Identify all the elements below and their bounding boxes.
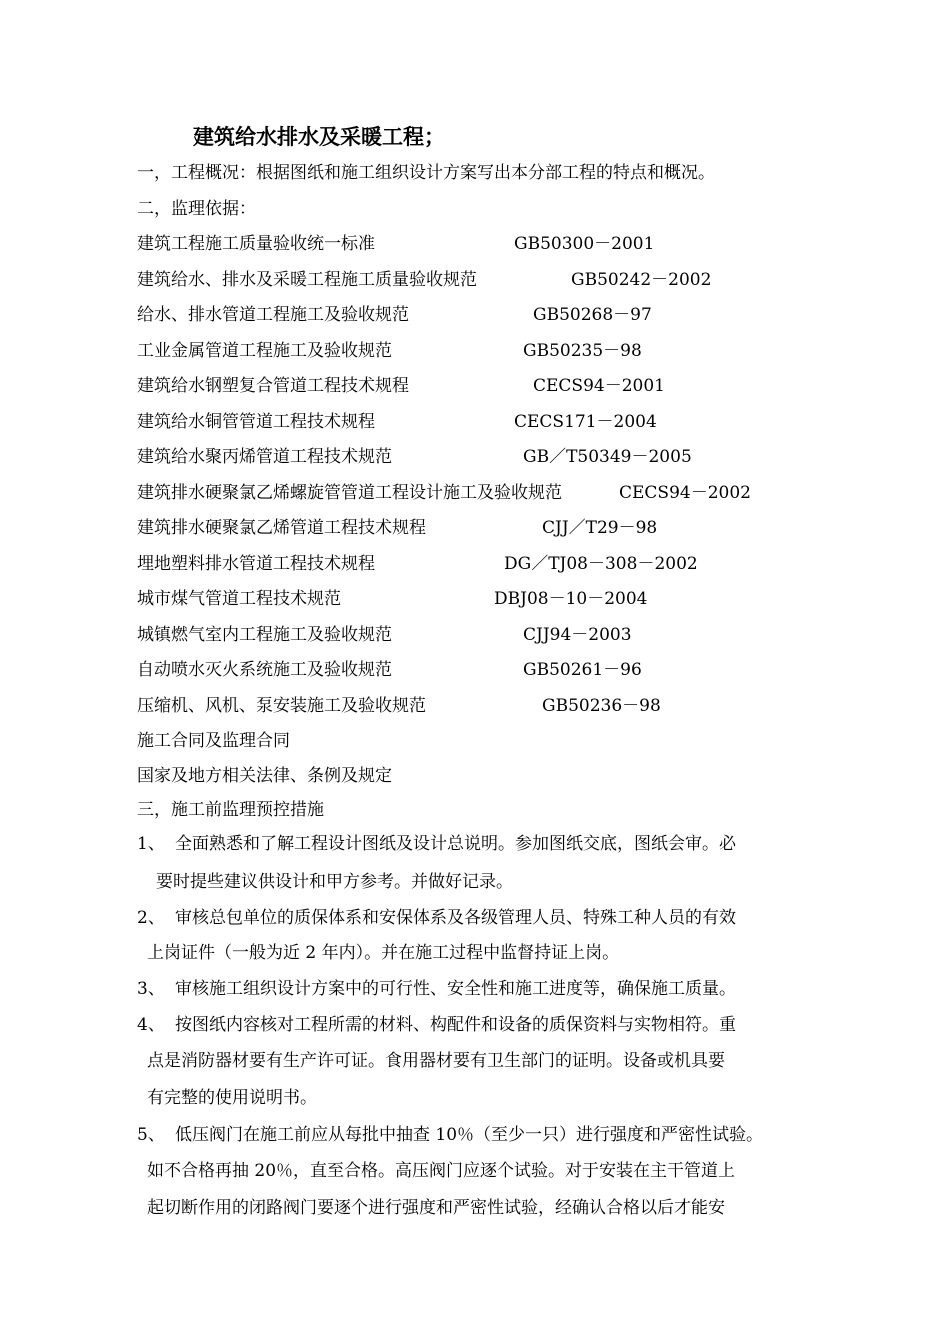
measure-item (137, 832, 736, 856)
basis-laws: 国家及地方相关法律、条例及规定 (137, 766, 392, 786)
standard-row (137, 623, 837, 647)
standard-row (137, 374, 837, 398)
standard-name: 城镇燃气室内工程施工及验收规范 (137, 625, 392, 645)
standard-name: 建筑给水铜管管道工程技术规程 (137, 412, 375, 432)
standard-code: GB50242－2002 (571, 270, 712, 290)
standard-name: 建筑给水、排水及采暖工程施工质量验收规范 (137, 270, 477, 290)
measure-continuation: 要时提些建议供设计和甲方参考。并做好记录。 (156, 872, 513, 892)
measure-text: 审核总包单位的质保体系和安保体系及各级管理人员、特殊工种人员的有效 (175, 908, 736, 928)
measure-number: 5、 (137, 1125, 165, 1145)
measure-item (137, 1013, 736, 1037)
standard-code: GB50236－98 (542, 696, 661, 716)
section-overview: 一，工程概况：根据图纸和施工组织设计方案写出本分部工程的特点和概况。 (137, 163, 715, 183)
measure-text: 按图纸内容核对工程所需的材料、构配件和设备的质保资料与实物相符。重 (175, 1015, 736, 1035)
standard-row (137, 410, 837, 434)
basis-contract: 施工合同及监理合同 (137, 731, 290, 751)
standard-name: 埋地塑料排水管道工程技术规程 (137, 554, 375, 574)
measure-continuation: 起切断作用的闭路阀门要逐个进行强度和严密性试验，经确认合格以后才能安 (147, 1198, 725, 1218)
standard-name: 建筑排水硬聚氯乙烯管道工程技术规程 (137, 518, 426, 538)
standard-code: GB50261－96 (523, 660, 642, 680)
measure-item (137, 906, 736, 930)
measure-number: 2、 (137, 908, 165, 928)
standard-code: GB／T50349－2005 (523, 447, 692, 467)
standard-code: CECS94－2001 (533, 376, 665, 396)
standard-name: 建筑给水聚丙烯管道工程技术规范 (137, 447, 392, 467)
standard-row (137, 339, 837, 363)
standard-code: GB50300－2001 (514, 234, 655, 254)
measure-number: 4、 (137, 1015, 165, 1035)
standard-code: CECS171－2004 (514, 412, 657, 432)
standard-code: DBJ08－10－2004 (494, 589, 648, 609)
standard-name: 压缩机、风机、泵安装施工及验收规范 (137, 696, 426, 716)
measure-text: 全面熟悉和了解工程设计图纸及设计总说明。参加图纸交底，图纸会审。必 (175, 834, 736, 854)
measure-item (137, 1123, 763, 1147)
standard-code: CJJ94－2003 (523, 625, 632, 645)
measure-continuation: 点是消防器材要有生产许可证。食用器材要有卫生部门的证明。设备或机具要 (147, 1051, 725, 1071)
standard-row (137, 694, 837, 718)
measure-number: 1、 (137, 834, 165, 854)
measure-number: 3、 (137, 979, 165, 999)
measure-text: 低压阀门在施工前应从每批中抽查 10％（至少一只）进行强度和严密性试验。 (175, 1125, 764, 1145)
standard-name: 建筑工程施工质量验收统一标准 (137, 234, 375, 254)
standard-row (137, 445, 837, 469)
standard-name: 给水、排水管道工程施工及验收规范 (137, 305, 409, 325)
section-measures-heading: 三，施工前监理预控措施 (137, 800, 324, 820)
standard-name: 工业金属管道工程施工及验收规范 (137, 341, 392, 361)
standard-code: CJJ／T29－98 (542, 518, 658, 538)
standard-row (137, 232, 837, 256)
standard-code: CECS94－2002 (619, 483, 751, 503)
standard-code: DG／TJ08－308－2002 (504, 554, 698, 574)
standard-code: GB50268－97 (533, 305, 652, 325)
section-basis-heading: 二，监理依据： (137, 199, 256, 219)
document-title: 建筑给水排水及采暖工程； (193, 124, 445, 149)
measure-text: 审核施工组织设计方案中的可行性、安全性和施工进度等，确保施工质量。 (175, 979, 736, 999)
standard-name: 建筑给水钢塑复合管道工程技术规程 (137, 376, 409, 396)
standard-row (137, 658, 837, 682)
measure-continuation: 如不合格再抽 20％，直至合格。高压阀门应逐个试验。对于安装在主干管道上 (147, 1161, 736, 1181)
measure-continuation: 有完整的使用说明书。 (147, 1088, 317, 1108)
standard-name: 城市煤气管道工程技术规范 (137, 589, 341, 609)
standard-row (137, 516, 837, 540)
standard-name: 自动喷水灭火系统施工及验收规范 (137, 660, 392, 680)
measure-item (137, 977, 736, 1001)
standard-name: 建筑排水硬聚氯乙烯螺旋管管道工程设计施工及验收规范 (137, 483, 562, 503)
standard-row (137, 268, 837, 292)
standard-row (137, 587, 837, 611)
standard-row (137, 552, 837, 576)
standard-row (137, 303, 837, 327)
measure-continuation: 上岗证件（一般为近 2 年内）。并在施工过程中监督持证上岗。 (147, 943, 620, 963)
standard-row (137, 481, 837, 505)
standard-code: GB50235－98 (523, 341, 642, 361)
